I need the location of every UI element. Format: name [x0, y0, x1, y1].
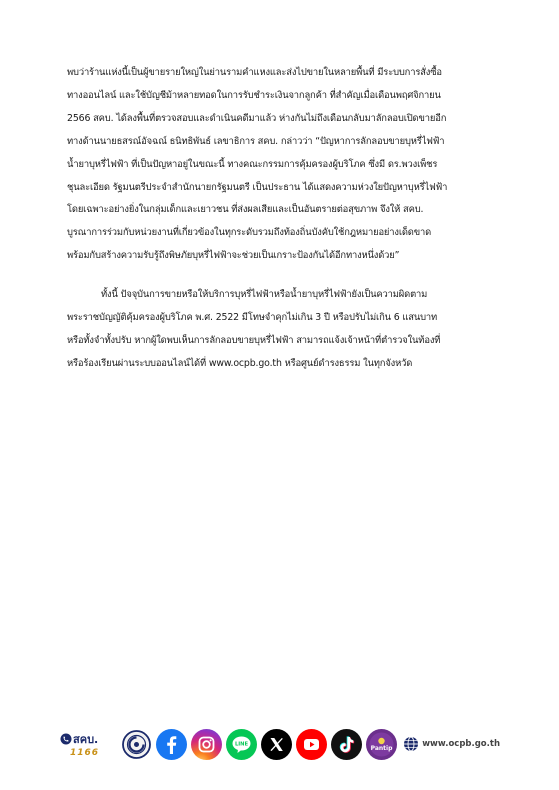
text-line: หรือทั้งจำทั้งปรับ หากผู้ใดพบเห็นการลักลอบขายบุหรี่ไฟฟ้า สามารถแจ้งเจ้าหน้าที่ตำรวจในท้องที่	[67, 334, 441, 346]
hotline-number: 1166	[70, 748, 100, 758]
line-icon[interactable]	[226, 729, 257, 760]
instagram-icon[interactable]	[191, 729, 222, 760]
text-line: บูรณาการร่วมกับหน่วยงานที่เกี่ยวข้องในทุกระดับรวมถึงท้องถิ่นบังคับใช้กฎหมายอย่างเด็ดขาด	[67, 227, 432, 239]
globe-icon	[403, 736, 419, 752]
ocpb-seal-icon[interactable]	[121, 729, 152, 760]
text-line: น้ำยาบุหรี่ไฟฟ้า ที่เป็นปัญหาอยู่ในขณะนี้ ทางคณะกรรมการคุ้มครองผู้บริโภค ซึ่งมี ดร.พวงเพ็ชร	[67, 158, 438, 170]
facebook-icon[interactable]	[156, 729, 187, 760]
text-line: พร้อมกับสร้างความรับรู้ถึงพิษภัยบุหรี่ไฟฟ้าจะช่วยเป็นเกราะป้องกันได้อีกทางหนึ่งด้วย”	[67, 250, 400, 262]
phone-icon	[60, 733, 72, 745]
youtube-icon[interactable]	[296, 729, 327, 760]
ocpb-logo[interactable]	[60, 728, 117, 760]
text-line: 2566 สคบ. ได้ลงพื้นที่ตรวจสอบและดำเนินคดีมาแล้ว ห่างกันไม่ถึงเดือนกลับมาลักลอบเปิดขายอีก	[67, 112, 447, 124]
ocpb-logo-name: สคบ.	[73, 733, 99, 746]
svg-text:LINE: LINE	[235, 741, 249, 748]
social-footer	[60, 727, 500, 761]
text-line: ทางออนไลน์ และใช้บัญชีม้าหลายทอดในการรับชำระเงินจากลูกค้า ที่สำคัญเมื่อเดือนพฤศจิกายน	[67, 89, 441, 101]
paragraph-2	[67, 284, 497, 376]
text-line: พบว่าร้านแห่งนี้เป็นผู้ขายรายใหญ่ในย่านรามคำแหงและส่งไปขายในหลายพื้นที่ มีระบบการสั่งซื้อ	[67, 67, 442, 78]
tiktok-icon[interactable]	[331, 729, 362, 760]
text-line: หรือร้องเรียนผ่านระบบออนไลน์ได้ที่ www.ocpb.go.th หรือศูนย์ดำรงธรรม ในทุกจังหวัด	[67, 357, 413, 369]
text-line: พระราชบัญญัติคุ้มครองผู้บริโภค พ.ศ. 2522 มีโทษจำคุกไม่เกิน 3 ปี หรือปรับไม่เกิน 6 แสนบาท	[67, 311, 438, 323]
text-line: ชุนละเอียด รัฐมนตรีประจำสำนักนายกรัฐมนตรี เป็นประธาน ได้แสดงความห่วงใยปัญหาบุหรี่ไฟฟ้า	[67, 181, 448, 193]
pantip-label: Pantip	[370, 744, 393, 752]
paragraph-1	[67, 62, 497, 268]
x-icon[interactable]	[261, 729, 292, 760]
text-line: ทางด้านนายธสรณ์อัจฉณ์ ธนิทธิพันธ์ เลขาธิการ สคบ. กล่าวว่า “ปัญหาการลักลอบขายบุหรี่ไฟฟ้า	[67, 135, 445, 147]
website-link[interactable]	[403, 736, 500, 752]
text-line: โดยเฉพาะอย่างยิ่งในกลุ่มเด็กและเยาวชน ที่ส่งผลเสียและเป็นอันตรายต่อสุขภาพ จึงให้ สคบ.	[67, 204, 424, 216]
text-line: ทั้งนี้ ปัจจุบันการขายหรือให้บริการบุหรี่ไฟฟ้าหรือน้ำยาบุหรี่ไฟฟ้ายังเป็นความผิดตาม	[101, 289, 428, 300]
website-url: www.ocpb.go.th	[422, 739, 500, 749]
pantip-icon[interactable]	[366, 729, 397, 760]
